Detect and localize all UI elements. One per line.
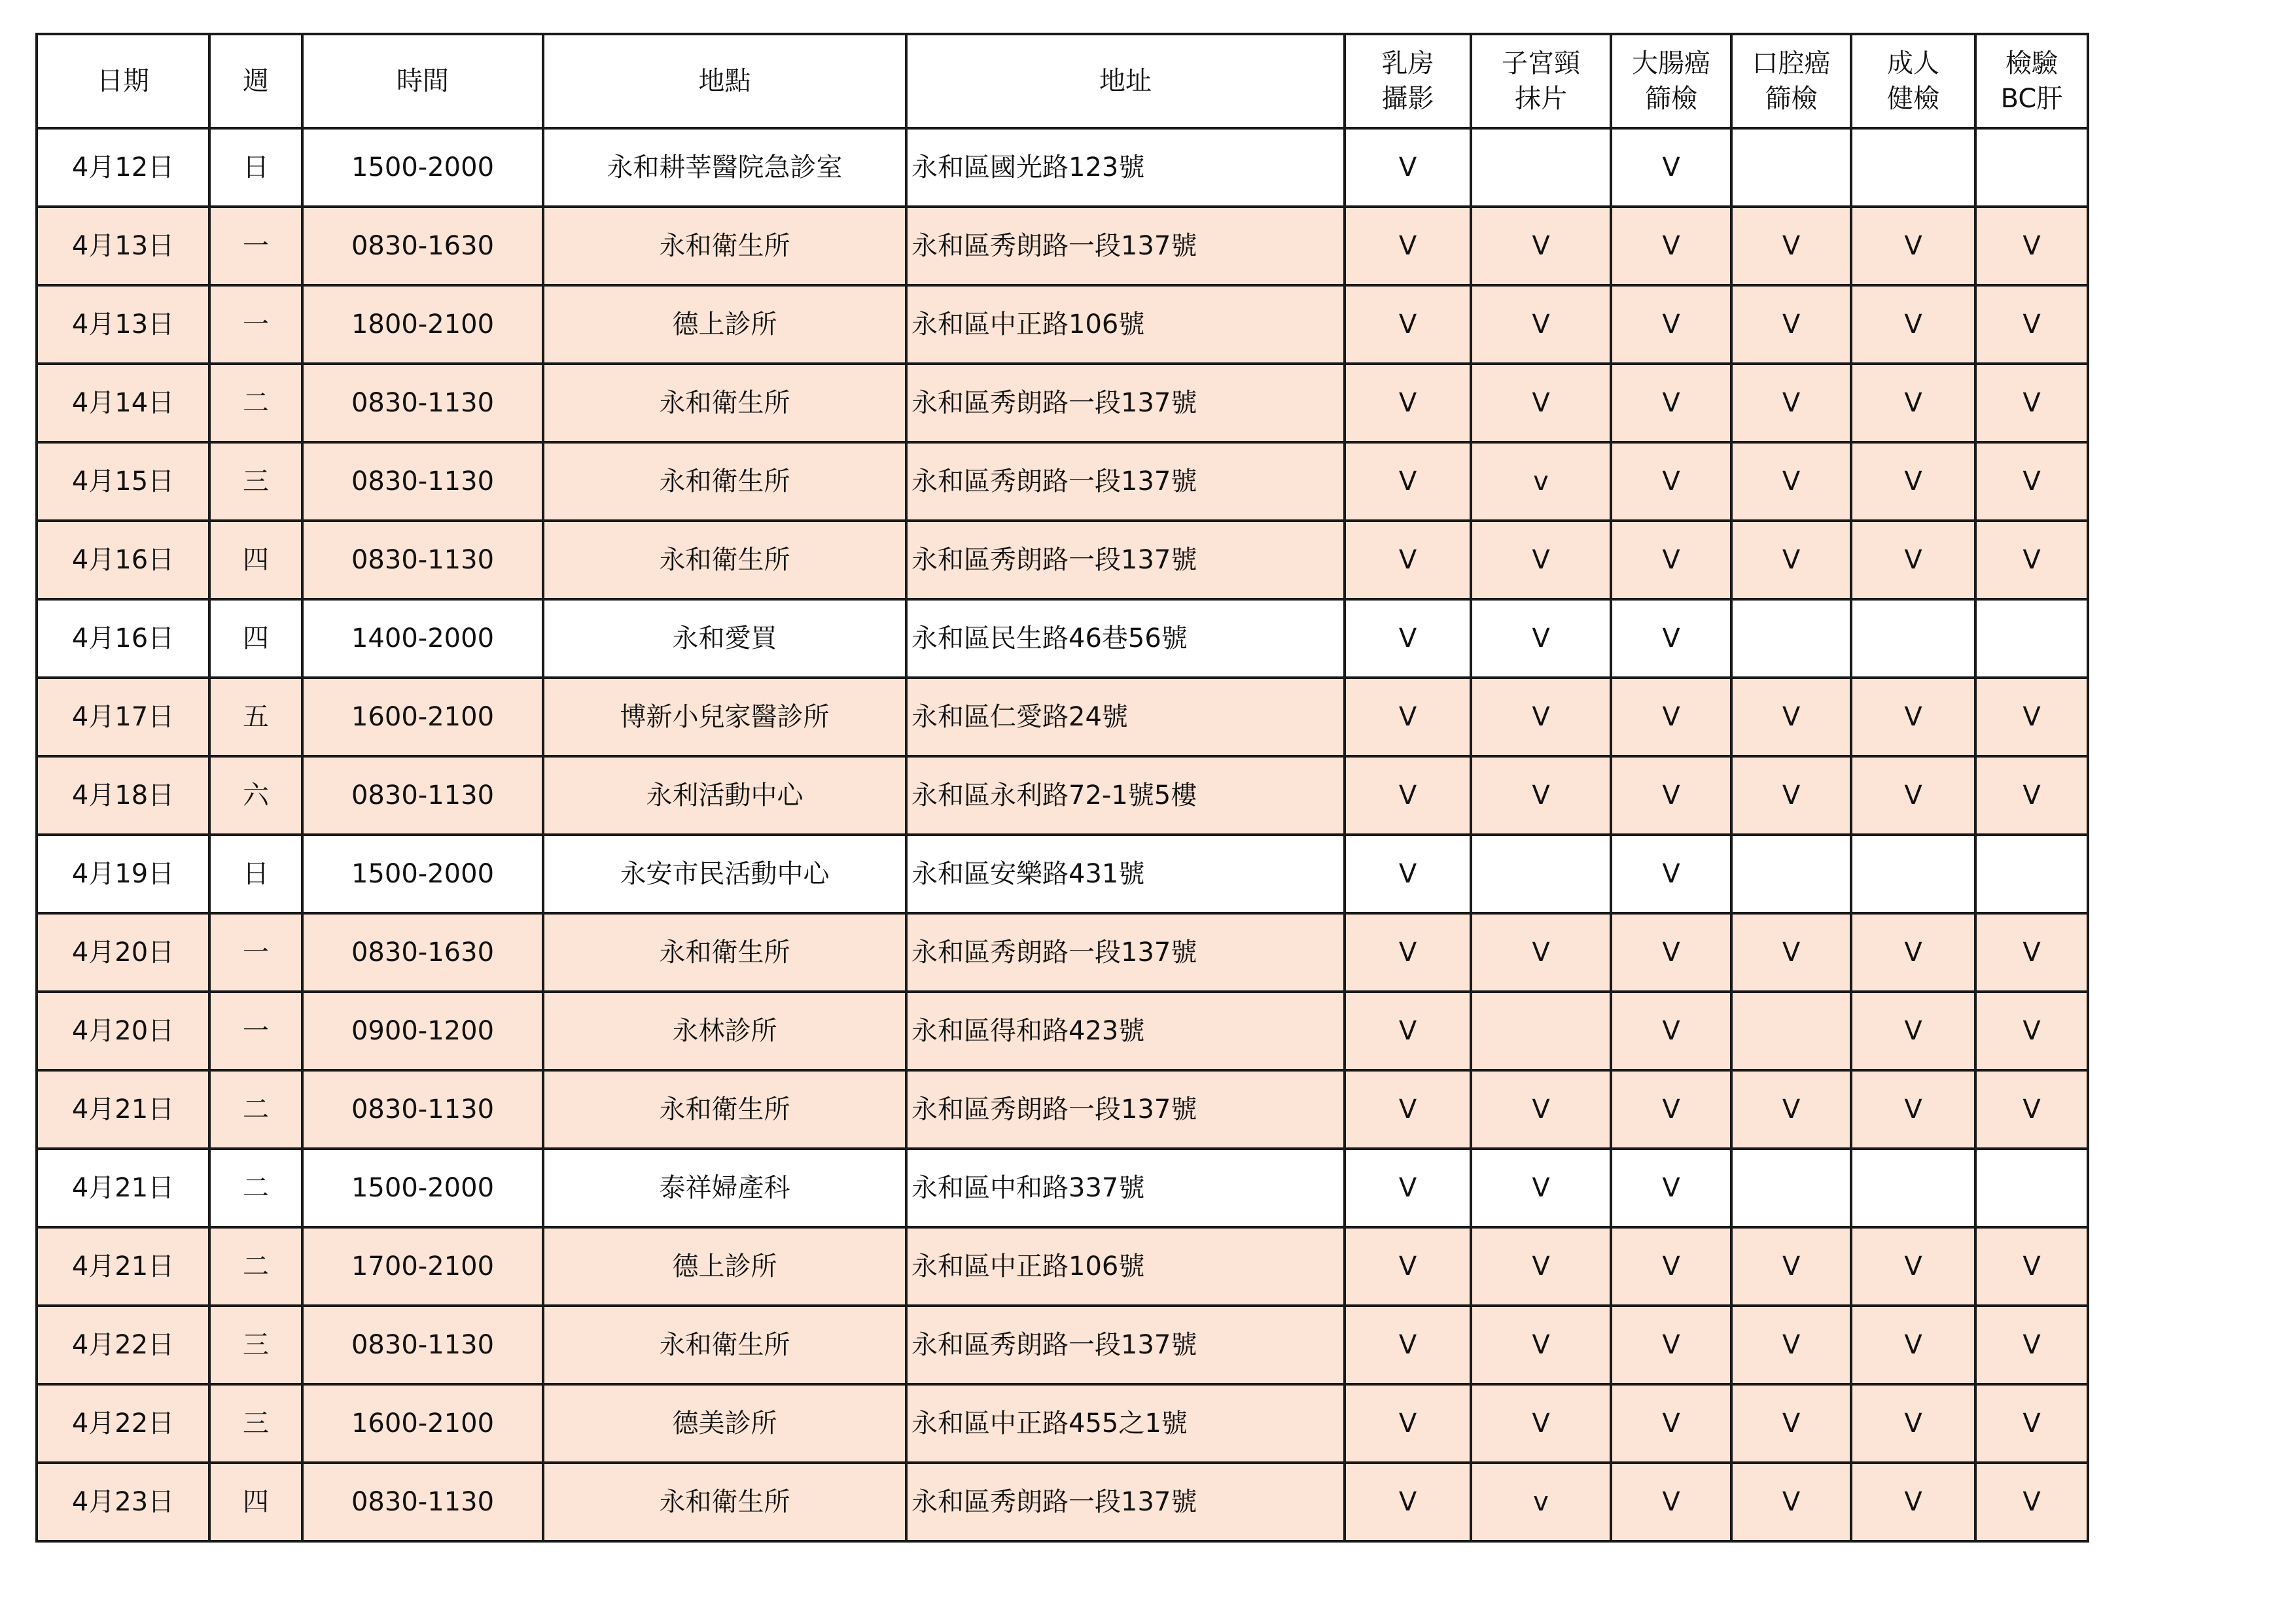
time-cell: 0830-1630	[302, 207, 543, 285]
bc-liver-cell: V	[1975, 1227, 2088, 1306]
pap-smear-cell: V	[1471, 1227, 1611, 1306]
pap-smear-cell: V	[1471, 285, 1611, 364]
time-cell: 0830-1130	[302, 756, 543, 835]
time-cell: 1700-2100	[302, 1227, 543, 1306]
adult-checkup-cell: V	[1851, 442, 1975, 521]
address-cell: 永和區仁愛路24號	[906, 678, 1345, 756]
oral-cell	[1731, 599, 1851, 678]
table-row	[37, 364, 2088, 442]
weekday-cell: 一	[209, 207, 302, 285]
header-colorectal-line2: 篩檢	[1645, 84, 1697, 114]
pap-smear-cell: V	[1471, 1306, 1611, 1384]
colorectal-cell: V	[1611, 756, 1731, 835]
oral-cell: V	[1731, 442, 1851, 521]
bc-liver-cell	[1975, 599, 2088, 678]
location-cell: 永和愛買	[543, 599, 906, 678]
header-time: 時間	[302, 34, 543, 128]
colorectal-cell: V	[1611, 1306, 1731, 1384]
date-cell: 4月20日	[37, 913, 209, 992]
date-cell: 4月14日	[37, 364, 209, 442]
location-cell: 永林診所	[543, 992, 906, 1070]
location-cell: 永和衛生所	[543, 1070, 906, 1149]
address-cell: 永和區秀朗路一段137號	[906, 442, 1345, 521]
address-cell: 永和區永利路72-1號5樓	[906, 756, 1345, 835]
table-row	[37, 913, 2088, 992]
weekday-cell: 二	[209, 1149, 302, 1227]
oral-cell: V	[1731, 1306, 1851, 1384]
adult-checkup-cell: V	[1851, 1227, 1975, 1306]
pap-smear-cell: V	[1471, 756, 1611, 835]
pap-smear-cell: V	[1471, 364, 1611, 442]
pap-smear-cell: V	[1471, 1070, 1611, 1149]
table-header	[37, 34, 2088, 128]
weekday-cell: 四	[209, 599, 302, 678]
bc-liver-cell: V	[1975, 521, 2088, 599]
bc-liver-cell	[1975, 835, 2088, 913]
time-cell: 1600-2100	[302, 678, 543, 756]
table-row	[37, 1227, 2088, 1306]
weekday-cell: 二	[209, 364, 302, 442]
time-cell: 0900-1200	[302, 992, 543, 1070]
bc-liver-cell	[1975, 1149, 2088, 1227]
header-colorectal-line1: 大腸癌	[1632, 48, 1710, 79]
address-cell: 永和區中正路455之1號	[906, 1384, 1345, 1463]
adult-checkup-cell: V	[1851, 992, 1975, 1070]
header-pap-smear-line2: 抹片	[1515, 84, 1567, 114]
bc-liver-cell: V	[1975, 913, 2088, 992]
colorectal-cell: V	[1611, 1463, 1731, 1541]
header-bc-liver-line1: 檢驗	[2005, 48, 2058, 79]
mammography-cell: V	[1345, 1306, 1471, 1384]
mammography-cell: V	[1345, 285, 1471, 364]
pap-smear-cell	[1471, 992, 1611, 1070]
address-cell: 永和區秀朗路一段137號	[906, 1463, 1345, 1541]
weekday-cell: 四	[209, 521, 302, 599]
table-row	[37, 442, 2088, 521]
header-mammography-line1: 乳房	[1381, 48, 1434, 79]
weekday-cell: 三	[209, 1384, 302, 1463]
weekday-cell: 日	[209, 128, 302, 207]
mammography-cell: V	[1345, 1070, 1471, 1149]
address-cell: 永和區民生路46巷56號	[906, 599, 1345, 678]
adult-checkup-cell: V	[1851, 207, 1975, 285]
bc-liver-cell: V	[1975, 364, 2088, 442]
header-adult-checkup	[1851, 34, 1975, 128]
bc-liver-cell: V	[1975, 992, 2088, 1070]
colorectal-cell: V	[1611, 1384, 1731, 1463]
location-cell: 永和衛生所	[543, 364, 906, 442]
table-row	[37, 128, 2088, 207]
weekday-cell: 四	[209, 1463, 302, 1541]
table-body	[37, 128, 2088, 1541]
oral-cell	[1731, 128, 1851, 207]
address-cell: 永和區秀朗路一段137號	[906, 1070, 1345, 1149]
colorectal-cell: V	[1611, 913, 1731, 992]
oral-cell: V	[1731, 1070, 1851, 1149]
header-mammography	[1345, 34, 1471, 128]
date-cell: 4月13日	[37, 285, 209, 364]
table-row	[37, 756, 2088, 835]
adult-checkup-cell: V	[1851, 913, 1975, 992]
colorectal-cell: V	[1611, 835, 1731, 913]
pap-smear-cell: v	[1471, 1463, 1611, 1541]
address-cell: 永和區中和路337號	[906, 1149, 1345, 1227]
mammography-cell: V	[1345, 1463, 1471, 1541]
weekday-cell: 二	[209, 1070, 302, 1149]
adult-checkup-cell: V	[1851, 364, 1975, 442]
bc-liver-cell: V	[1975, 442, 2088, 521]
table-row	[37, 992, 2088, 1070]
mammography-cell: V	[1345, 756, 1471, 835]
oral-cell: V	[1731, 285, 1851, 364]
mammography-cell: V	[1345, 364, 1471, 442]
header-bc-liver	[1975, 34, 2088, 128]
adult-checkup-cell: V	[1851, 756, 1975, 835]
date-cell: 4月21日	[37, 1227, 209, 1306]
header-pap-smear	[1471, 34, 1611, 128]
colorectal-cell: V	[1611, 1227, 1731, 1306]
oral-cell: V	[1731, 364, 1851, 442]
bc-liver-cell: V	[1975, 1384, 2088, 1463]
time-cell: 0830-1130	[302, 364, 543, 442]
location-cell: 永和衛生所	[543, 913, 906, 992]
time-cell: 0830-1130	[302, 1306, 543, 1384]
table-row	[37, 1463, 2088, 1541]
colorectal-cell: V	[1611, 128, 1731, 207]
table-row	[37, 1070, 2088, 1149]
adult-checkup-cell	[1851, 835, 1975, 913]
location-cell: 永利活動中心	[543, 756, 906, 835]
mammography-cell: V	[1345, 678, 1471, 756]
adult-checkup-cell	[1851, 128, 1975, 207]
address-cell: 永和區得和路423號	[906, 992, 1345, 1070]
adult-checkup-cell: V	[1851, 1384, 1975, 1463]
pap-smear-cell: V	[1471, 599, 1611, 678]
weekday-cell: 三	[209, 1306, 302, 1384]
date-cell: 4月12日	[37, 128, 209, 207]
time-cell: 1500-2000	[302, 835, 543, 913]
colorectal-cell: V	[1611, 1070, 1731, 1149]
colorectal-cell: V	[1611, 992, 1731, 1070]
time-cell: 1800-2100	[302, 285, 543, 364]
oral-cell	[1731, 835, 1851, 913]
address-cell: 永和區秀朗路一段137號	[906, 913, 1345, 992]
address-cell: 永和區國光路123號	[906, 128, 1345, 207]
date-cell: 4月13日	[37, 207, 209, 285]
table-row	[37, 678, 2088, 756]
time-cell: 0830-1130	[302, 442, 543, 521]
header-colorectal	[1611, 34, 1731, 128]
oral-cell: V	[1731, 521, 1851, 599]
table-row	[37, 285, 2088, 364]
bc-liver-cell: V	[1975, 1463, 2088, 1541]
mammography-cell: V	[1345, 835, 1471, 913]
mammography-cell: V	[1345, 442, 1471, 521]
location-cell: 德上診所	[543, 285, 906, 364]
mammography-cell: V	[1345, 599, 1471, 678]
weekday-cell: 五	[209, 678, 302, 756]
table-row	[37, 835, 2088, 913]
weekday-cell: 二	[209, 1227, 302, 1306]
table-row	[37, 521, 2088, 599]
pap-smear-cell: V	[1471, 1384, 1611, 1463]
header-adult-checkup-line2: 健檢	[1887, 84, 1939, 114]
oral-cell: V	[1731, 1227, 1851, 1306]
weekday-cell: 日	[209, 835, 302, 913]
mammography-cell: V	[1345, 128, 1471, 207]
time-cell: 1400-2000	[302, 599, 543, 678]
adult-checkup-cell: V	[1851, 285, 1975, 364]
address-cell: 永和區秀朗路一段137號	[906, 364, 1345, 442]
address-cell: 永和區秀朗路一段137號	[906, 1306, 1345, 1384]
table-row	[37, 207, 2088, 285]
adult-checkup-cell: V	[1851, 678, 1975, 756]
time-cell: 0830-1130	[302, 1463, 543, 1541]
adult-checkup-cell: V	[1851, 1463, 1975, 1541]
pap-smear-cell: V	[1471, 207, 1611, 285]
colorectal-cell: V	[1611, 364, 1731, 442]
bc-liver-cell: V	[1975, 1306, 2088, 1384]
weekday-cell: 一	[209, 992, 302, 1070]
table-row	[37, 1306, 2088, 1384]
mammography-cell: V	[1345, 1227, 1471, 1306]
weekday-cell: 六	[209, 756, 302, 835]
mammography-cell: V	[1345, 1149, 1471, 1227]
location-cell: 博新小兒家醫診所	[543, 678, 906, 756]
table-row	[37, 1384, 2088, 1463]
header-address: 地址	[906, 34, 1345, 128]
date-cell: 4月21日	[37, 1149, 209, 1227]
oral-cell: V	[1731, 1384, 1851, 1463]
header-oral-line2: 篩檢	[1765, 84, 1818, 114]
address-cell: 永和區秀朗路一段137號	[906, 521, 1345, 599]
header-adult-checkup-line1: 成人	[1887, 48, 1939, 79]
location-cell: 永和衛生所	[543, 521, 906, 599]
time-cell: 1500-2000	[302, 1149, 543, 1227]
bc-liver-cell: V	[1975, 678, 2088, 756]
bc-liver-cell: V	[1975, 756, 2088, 835]
oral-cell: V	[1731, 756, 1851, 835]
date-cell: 4月20日	[37, 992, 209, 1070]
location-cell: 永安市民活動中心	[543, 835, 906, 913]
header-oral-line1: 口腔癌	[1752, 48, 1831, 79]
pap-smear-cell: V	[1471, 913, 1611, 992]
oral-cell	[1731, 1149, 1851, 1227]
address-cell: 永和區安樂路431號	[906, 835, 1345, 913]
weekday-cell: 一	[209, 285, 302, 364]
colorectal-cell: V	[1611, 442, 1731, 521]
header-pap-smear-line1: 子宮頸	[1502, 48, 1580, 79]
pap-smear-cell	[1471, 835, 1611, 913]
oral-cell: V	[1731, 207, 1851, 285]
time-cell: 0830-1630	[302, 913, 543, 992]
time-cell: 0830-1130	[302, 1070, 543, 1149]
address-cell: 永和區中正路106號	[906, 285, 1345, 364]
mammography-cell: V	[1345, 207, 1471, 285]
location-cell: 泰祥婦產科	[543, 1149, 906, 1227]
address-cell: 永和區秀朗路一段137號	[906, 207, 1345, 285]
date-cell: 4月18日	[37, 756, 209, 835]
location-cell: 永和衛生所	[543, 207, 906, 285]
colorectal-cell: V	[1611, 599, 1731, 678]
bc-liver-cell: V	[1975, 1070, 2088, 1149]
header-location: 地點	[543, 34, 906, 128]
date-cell: 4月23日	[37, 1463, 209, 1541]
header-bc-liver-line2: BC肝	[2000, 84, 2063, 114]
screening-schedule-table	[35, 33, 2089, 1543]
colorectal-cell: V	[1611, 285, 1731, 364]
colorectal-cell: V	[1611, 207, 1731, 285]
adult-checkup-cell: V	[1851, 1306, 1975, 1384]
location-cell: 永和衛生所	[543, 1463, 906, 1541]
colorectal-cell: V	[1611, 678, 1731, 756]
adult-checkup-cell: V	[1851, 521, 1975, 599]
location-cell: 德上診所	[543, 1227, 906, 1306]
mammography-cell: V	[1345, 1384, 1471, 1463]
date-cell: 4月19日	[37, 835, 209, 913]
adult-checkup-cell	[1851, 599, 1975, 678]
colorectal-cell: V	[1611, 1149, 1731, 1227]
location-cell: 永和耕莘醫院急診室	[543, 128, 906, 207]
bc-liver-cell: V	[1975, 207, 2088, 285]
pap-smear-cell: V	[1471, 678, 1611, 756]
mammography-cell: V	[1345, 521, 1471, 599]
weekday-cell: 三	[209, 442, 302, 521]
oral-cell: V	[1731, 913, 1851, 992]
header-oral	[1731, 34, 1851, 128]
header-weekday: 週	[209, 34, 302, 128]
location-cell: 德美診所	[543, 1384, 906, 1463]
bc-liver-cell	[1975, 128, 2088, 207]
table-row	[37, 599, 2088, 678]
date-cell: 4月22日	[37, 1384, 209, 1463]
pap-smear-cell	[1471, 128, 1611, 207]
header-mammography-line2: 攝影	[1381, 84, 1434, 114]
adult-checkup-cell: V	[1851, 1070, 1975, 1149]
pap-smear-cell: v	[1471, 442, 1611, 521]
bc-liver-cell: V	[1975, 285, 2088, 364]
time-cell: 1600-2100	[302, 1384, 543, 1463]
pap-smear-cell: V	[1471, 521, 1611, 599]
colorectal-cell: V	[1611, 521, 1731, 599]
adult-checkup-cell	[1851, 1149, 1975, 1227]
oral-cell: V	[1731, 678, 1851, 756]
date-cell: 4月16日	[37, 521, 209, 599]
oral-cell	[1731, 992, 1851, 1070]
oral-cell: V	[1731, 1463, 1851, 1541]
time-cell: 0830-1130	[302, 521, 543, 599]
mammography-cell: V	[1345, 992, 1471, 1070]
time-cell: 1500-2000	[302, 128, 543, 207]
date-cell: 4月15日	[37, 442, 209, 521]
pap-smear-cell: V	[1471, 1149, 1611, 1227]
table-row	[37, 1149, 2088, 1227]
date-cell: 4月22日	[37, 1306, 209, 1384]
date-cell: 4月16日	[37, 599, 209, 678]
date-cell: 4月21日	[37, 1070, 209, 1149]
location-cell: 永和衛生所	[543, 442, 906, 521]
address-cell: 永和區中正路106號	[906, 1227, 1345, 1306]
date-cell: 4月17日	[37, 678, 209, 756]
header-date: 日期	[37, 34, 209, 128]
weekday-cell: 一	[209, 913, 302, 992]
header-row	[37, 34, 2088, 128]
location-cell: 永和衛生所	[543, 1306, 906, 1384]
mammography-cell: V	[1345, 913, 1471, 992]
